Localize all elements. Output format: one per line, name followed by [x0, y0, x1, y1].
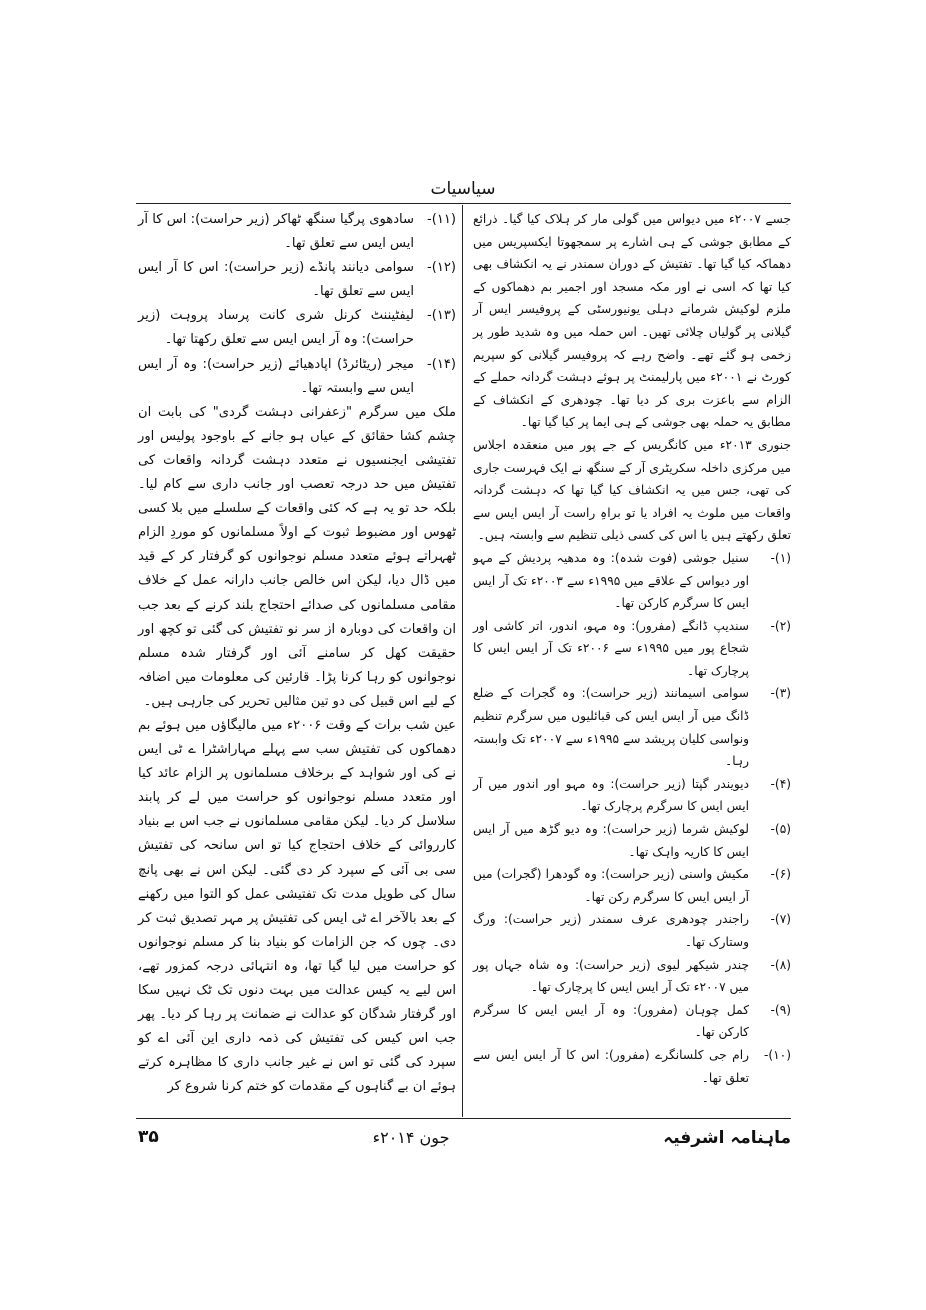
list-item: [473, 1044, 791, 1089]
list-item: [473, 547, 791, 615]
list-item: [138, 256, 456, 304]
issue-date: جون ۲۰۱۴ء: [372, 1127, 450, 1147]
item-text: دیویندر گپتا (زیر حراست): وہ مہو اور اندور میں آر ایس ایس کا سرگرم پرچارک تھا۔: [473, 776, 749, 814]
item-number: (۷)-: [770, 912, 791, 927]
page-number: ۳۵: [138, 1127, 159, 1147]
item-number: (۹)-: [770, 1002, 791, 1017]
item-number: (۱۱)-: [426, 212, 456, 227]
item-text: سادھوی پرگیا سنگھ ٹھاکر (زیر حراست): اس کا آر ایس ایس سے تعلق تھا۔: [138, 212, 414, 252]
item-text: رام جی کلسانگرے (مفرور): اس کا آر ایس ایس سے تعلق تھا۔: [473, 1047, 749, 1085]
item-text: سوامی اسیمانند (زیر حراست): وہ گجرات کے ضلع ڈانگ میں آر ایس ایس کی قبائلیوں میں سرگرم تنظیم ونواسی کلیان پریشد سے ۱۹۹۵ء سے ۲۰۰۷ء تک وابستہ رہا۔: [473, 686, 749, 769]
list-item: [473, 615, 791, 683]
paragraph: جنوری ۲۰۱۳ء میں کانگریس کے جے پور میں منعقدہ اجلاس میں مرکزی داخلہ سکریٹری آر کے سنگھ نے ایک فہرست جاری کی تھی، جس میں یہ انکشاف کیا گیا تھا کہ دہشت گردانہ واقعات میں ملوث یہ افراد یا تو براہِ راست آر ایس ایس سے تعلق رکھتے ہیں یا اس کی کسی ذیلی تنظیم سے وابستہ ہیں۔: [473, 437, 791, 543]
paragraph: عین شب برات کے وقت ۲۰۰۶ء میں مالیگاؤں میں ہوئے بم دھماکوں کی تفتیش سب سے پہلے مہاراشٹرا ے ٹی ایس نے کی اور شواہد کے برخلاف مسلمانوں پر الزام عائد کیا اور متعدد مسلم نوجوانوں کو حراست میں لے کر پابند سلاسل کر دیا۔ لیکن مقامی مسلمانوں نے جب اس بے بنیاد کارروائی کے خلاف احتجاج کیا تو اس سانحہ کی تفتیش سی بی آئی کے سپرد کر دی گئی۔ لیکن اس نے بھی پانچ سال کی طویل مدت تک تفتیشی عمل کو التوا میں رکھنے کے بعد بالآخر اے ٹی ایس کی تفتیش پر مہر تصدیق ثبت کر دی۔ چوں کہ جن الزامات کو بنیاد بنا کر مسلم نوجوانوں کو حراست میں لیا گیا تھا، وہ انتہائی درجہ کمزور تھے، اس لیے یہ کیس عدالت میں بہت دنوں تک ٹک نہیں سکا اور گرفتار شدگان کو عدالت نے ضمانت پر رہا کر دیا۔ پھر جب اس کیس کی تفتیش کی ذمہ داری این آئی اے کو سپرد کی گئی تو اس نے غیر جانب داری کا مظاہرہ کرتے ہوئے ان بے گناہوں کے مقدمات کو ختم کرنا شروع کر: [138, 717, 456, 1095]
item-text: مکیش واسنی (زیر حراست): وہ گودھرا (گجرات) میں آر ایس ایس کا سرگرم رکن تھا۔: [473, 867, 749, 904]
item-text: سوامی دیانند پانڈے (زیر حراست): اس کا آر ایس ایس سے تعلق تھا۔: [138, 260, 414, 300]
list-item: [473, 682, 791, 772]
item-number: (۲)-: [770, 618, 791, 633]
item-number: (۱۰)-: [763, 1047, 791, 1062]
item-number: (۴)-: [770, 776, 791, 791]
header-rule: [136, 203, 791, 204]
paragraph: جسے ۲۰۰۷ء میں دیواس میں گولی مار کر ہلاک کیا گیا۔ ذرائع کے مطابق جوشی کے ہی اشارے پر سمجھوتا ایکسپریس میں دھماکہ کیا گیا تھا۔ تفتیش کے دوران سمندر نے یہ انکشاف بھی کیا تھا کہ اسی نے اور مکہ مسجد اور اجمیر بم دھماکوں کے ملزم لوکیش شرمانے دہلی یونیورسٹی کے پروفیسر ایس آر گیلانی پر گولیاں چلائی تھیں۔ اس حملہ میں وہ شدید طور پر زخمی ہو گئے تھے۔ واضح رہے کہ پروفیسر گیلانی کو سپریم کورٹ نے ۲۰۰۱ء میں پارلیمنٹ پر ہوئے دہشت گردانہ حملے کے الزام سے باعزت بری کر دیا تھا۔ چودھری کے انکشاف کے مطابق یہ حملہ بھی جوشی کے ہی ایما پر کیا گیا تھا۔: [473, 212, 791, 430]
item-number: (۳)-: [770, 686, 791, 701]
item-text: راجندر چودھری عرف سمندر (زیر حراست): ورگ وستارک تھا۔: [473, 912, 749, 949]
item-text: چندر شیکھر لیوی (زیر حراست): وہ شاہ جہاں پور میں ۲۰۰۷ء تک آر ایس ایس کا پرچارک تھا۔: [473, 957, 749, 995]
left-column: [138, 208, 456, 1099]
magazine-name: ماہنامہ اشرفیہ: [663, 1127, 791, 1148]
paragraph: ملک میں سرگرم "زعفرانی دہشت گردی" کی بابت ان چشم کشا حقائق کے عیاں ہو جانے کے باوجود پولیس اور تفتیشی ایجنسیوں نے متعدد دہشت گردانہ واقعات کی تفتیش میں حد درجہ تعصب اور جانب داری سے کام لیا۔ بلکہ حد تو یہ ہے کہ کئی واقعات کے سلسلے میں بلا کسی ٹھوس اور مضبوط ثبوت کے اولاً مسلمانوں کو موردِ الزام ٹھہراتے ہوئے متعدد مسلم نوجوانوں کو گرفتار کر کے قید میں ڈال دیا، لیکن اس خالص جانب دارانہ عمل کے خلاف مقامی مسلمانوں کی صدائے احتجاج بلند کرنے کے بعد جب ان واقعات کی دوبارہ از سر نو تفتیش کی گئی تو کچھ اور حقیقت کھل کر سامنے آئی اور گرفتار شدہ مسلم نوجوانوں کو رہا کرنا پڑا۔ قارئین کی معلومات میں اضافہ کے لیے اس قبیل کی دو تین مثالیں تحریر کی جارہی ہیں۔: [138, 404, 456, 709]
item-number: (۱۳)-: [426, 308, 456, 324]
section-title: سیاسیات: [430, 179, 496, 199]
list-item: [473, 773, 791, 818]
item-text: کمل چوہان (مفرور): وہ آر ایس ایس کا سرگرم کارکن تھا۔: [473, 1002, 749, 1040]
item-number: (۶)-: [770, 867, 791, 882]
item-number: (۸)-: [770, 957, 791, 972]
list-item: [473, 954, 791, 999]
item-text: سندیپ ڈانگے (مفرور): وہ مہو، اندور، اتر کاشی اور شجاع پور میں ۱۹۹۵ء سے ۲۰۰۶ء تک آر ایس ایس کا پرچارک تھا۔: [473, 618, 749, 678]
item-text: میجر (ریٹائرڈ) اپادھیائے (زیر حراست): وہ آر ایس ایس سے وابستہ تھا۔: [138, 356, 414, 396]
footer-rule: [136, 1118, 791, 1119]
column-divider: [462, 205, 463, 1117]
item-text: لیفٹیننٹ کرنل شری کانت پرساد پروہت (زیر حراست): وہ آر ایس ایس سے تعلق رکھتا تھا۔: [138, 308, 414, 348]
list-item: [138, 304, 456, 352]
item-number: (۵)-: [770, 822, 791, 837]
list-item: [138, 353, 456, 401]
list-item: [473, 818, 791, 863]
item-text: سنیل جوشی (فوت شدہ): وہ مدھیہ پردیش کے مہو اور دیواس کے علاقے میں ۱۹۹۵ء سے ۲۰۰۳ء تک آر ایس ایس کا سرگرم کارکن تھا۔: [473, 550, 749, 611]
item-number: (۱۲)-: [426, 260, 456, 276]
page-footer: [138, 1122, 791, 1152]
item-text: لوکیش شرما (زیر حراست): وہ دیو گڑھ میں آر ایس ایس کا کاریہ واہک تھا۔: [473, 822, 749, 859]
item-number: (۱)-: [770, 550, 791, 565]
list-item: [473, 999, 791, 1044]
list-item: [138, 208, 456, 256]
list-item: [473, 863, 791, 908]
item-number: (۱۴)-: [426, 356, 456, 372]
right-column: [473, 208, 791, 1089]
list-item: [473, 908, 791, 953]
